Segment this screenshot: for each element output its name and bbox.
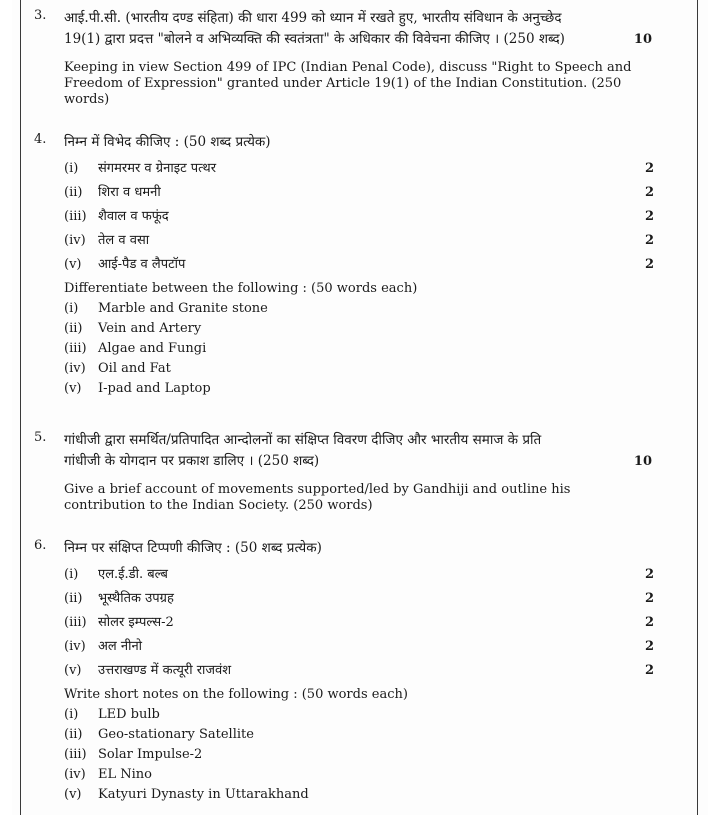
- sub-question-text: तेल व वसा: [98, 233, 150, 248]
- sub-question-marks: 2: [644, 257, 654, 272]
- sub-question-text: अल नीनो: [98, 639, 143, 654]
- exam-page: [12, 0, 708, 815]
- sub-question-row: [64, 205, 654, 229]
- english-sub-questions: [64, 705, 648, 805]
- sub-question-text: भूस्थैतिक उपग्रह: [98, 591, 174, 606]
- question-hindi-text: गांधीजी के योगदान पर प्रकाश डालिए । (250 शब्द): [64, 453, 320, 469]
- question-4: [34, 132, 654, 399]
- question-hindi-line: [64, 451, 652, 472]
- sub-question-number: (ii): [64, 185, 83, 200]
- sub-question-marks: 2: [644, 233, 654, 248]
- question-english-lead: Write short notes on the following : (50 words each): [64, 687, 408, 702]
- question-hindi-text: 19(1) द्वारा प्रदत्त "बोलने व अभिव्यक्ति की स्वतंत्रता" के अधिकार की विवेचना कीजिए । (250 शब्द): [64, 31, 565, 47]
- sub-question-number: (iv): [64, 361, 86, 376]
- sub-question-marks: 2: [644, 161, 654, 176]
- english-sub-questions: [64, 299, 648, 399]
- sub-question-number: (v): [64, 381, 82, 396]
- sub-question-text: शैवाल व फफूंद: [98, 209, 169, 224]
- sub-question-marks: 2: [644, 663, 654, 678]
- sub-question-text: उत्तराखण्ड में कत्यूरी राजवंश: [98, 663, 232, 678]
- sub-question-text: सोलर इम्पल्स-2: [98, 615, 174, 630]
- sub-question-number: (iii): [64, 747, 87, 762]
- sub-question-text: Katyuri Dynasty in Uttarakhand: [98, 787, 309, 802]
- sub-question-number: (iv): [64, 639, 86, 654]
- question-number: 4.: [34, 132, 47, 147]
- sub-question-text: Vein and Artery: [98, 321, 202, 336]
- sub-question-number: (ii): [64, 591, 83, 606]
- page-border-left: [20, 0, 21, 815]
- question-5: [34, 430, 652, 514]
- sub-question-number: (iii): [64, 209, 87, 224]
- sub-question-number: (iv): [64, 233, 86, 248]
- sub-question-number: (v): [64, 257, 82, 272]
- sub-question-row: [64, 785, 648, 805]
- sub-question-text: Geo-stationary Satellite: [98, 727, 254, 742]
- question-6: [34, 538, 654, 805]
- sub-question-row: [64, 157, 654, 181]
- sub-question-marks: 2: [644, 567, 654, 582]
- sub-question-text: आई-पैड व लैपटॉप: [98, 257, 186, 272]
- sub-question-number: (ii): [64, 727, 83, 742]
- sub-question-row: [64, 587, 654, 611]
- question-hindi-line: गांधीजी द्वारा समर्थित/प्रतिपादित आन्दोलनों का संक्षिप्त विवरण दीजिए और भारतीय समाज के प्रति: [64, 432, 542, 448]
- sub-question-number: (i): [64, 301, 79, 316]
- sub-question-row: [64, 635, 654, 659]
- sub-question-text: शिरा व धमनी: [98, 185, 161, 200]
- question-hindi-line: आई.पी.सी. (भारतीय दण्ड संहिता) की धारा 499 को ध्यान में रखते हुए, भारतीय संविधान के अनुच्छेद: [64, 10, 562, 26]
- question-hindi-lead: निम्न पर संक्षिप्त टिप्पणी कीजिए : (50 शब्द प्रत्येक): [64, 540, 322, 556]
- sub-question-row: [64, 339, 648, 359]
- sub-question-row: [64, 359, 648, 379]
- question-number: 6.: [34, 538, 47, 553]
- sub-question-number: (ii): [64, 321, 83, 336]
- sub-question-marks: 2: [644, 591, 654, 606]
- sub-question-text: LED bulb: [98, 707, 160, 722]
- sub-question-row: [64, 319, 648, 339]
- sub-question-row: [64, 611, 654, 635]
- sub-question-row: [64, 765, 648, 785]
- sub-question-row: [64, 299, 648, 319]
- sub-question-row: [64, 181, 654, 205]
- sub-question-text: एल.ई.डी. बल्ब: [98, 567, 168, 582]
- sub-question-number: (i): [64, 161, 79, 176]
- sub-question-row: [64, 379, 648, 399]
- sub-question-text: Oil and Fat: [98, 361, 171, 376]
- question-english-lead: Differentiate between the following : (50 words each): [64, 281, 418, 296]
- sub-question-marks: 2: [644, 639, 654, 654]
- sub-question-number: (iv): [64, 767, 86, 782]
- question-english: Give a brief account of movements supported/led by Gandhiji and outline his contribution to the Indian Society. (250 words): [64, 482, 571, 513]
- sub-question-row: [64, 659, 654, 683]
- sub-question-text: I-pad and Laptop: [98, 381, 211, 396]
- sub-question-row: [64, 705, 648, 725]
- sub-question-marks: 2: [644, 185, 654, 200]
- question-english: Keeping in view Section 499 of IPC (Indian Penal Code), discuss "Right to Speech and Freedom of Expression" granted under Article 19(1) of the Indian Constitution. (250 words): [64, 60, 632, 107]
- question-3: [34, 8, 652, 108]
- sub-question-row: [64, 725, 648, 745]
- hindi-sub-questions: [64, 563, 654, 683]
- hindi-sub-questions: [64, 157, 654, 277]
- question-number: 5.: [34, 430, 47, 445]
- sub-question-text: संगमरमर व ग्रेनाइट पत्थर: [98, 161, 217, 176]
- question-number: 3.: [34, 8, 47, 23]
- sub-question-row: [64, 745, 648, 765]
- question-hindi-line: [64, 29, 652, 50]
- question-marks: 10: [633, 32, 652, 47]
- sub-question-marks: 2: [644, 209, 654, 224]
- sub-question-number: (iii): [64, 341, 87, 356]
- sub-question-number: (i): [64, 567, 79, 582]
- sub-question-row: [64, 253, 654, 277]
- sub-question-marks: 2: [644, 615, 654, 630]
- sub-question-row: [64, 229, 654, 253]
- sub-question-row: [64, 563, 654, 587]
- sub-question-text: Solar Impulse-2: [98, 747, 203, 762]
- sub-question-number: (iii): [64, 615, 87, 630]
- question-marks: 10: [633, 454, 652, 469]
- sub-question-number: (i): [64, 707, 79, 722]
- sub-question-text: Algae and Fungi: [98, 341, 207, 356]
- sub-question-number: (v): [64, 787, 82, 802]
- sub-question-text: EL Nino: [98, 767, 152, 782]
- sub-question-text: Marble and Granite stone: [98, 301, 268, 316]
- sub-question-number: (v): [64, 663, 82, 678]
- question-hindi-lead: निम्न में विभेद कीजिए : (50 शब्द प्रत्येक): [64, 134, 271, 150]
- page-border-right: [697, 0, 698, 815]
